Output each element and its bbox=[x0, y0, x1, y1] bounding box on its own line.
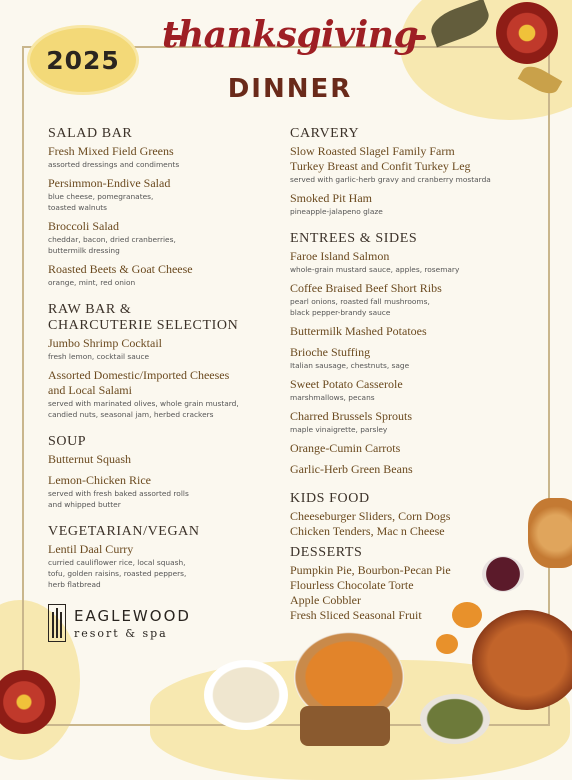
menu-item bbox=[48, 176, 278, 213]
menu-item bbox=[290, 409, 530, 435]
small-pumpkin-icon bbox=[452, 602, 482, 628]
item-description: cheddar, bacon, dried cranberries, buttermilk dressing bbox=[48, 235, 176, 255]
menu-item bbox=[48, 336, 278, 362]
item-name: Jumbo Shrimp Cocktail bbox=[48, 336, 162, 350]
roast-turkey-icon bbox=[472, 610, 572, 710]
small-pumpkin-icon bbox=[436, 634, 458, 654]
item-description: served with fresh baked assorted rolls and whipped butter bbox=[48, 489, 189, 509]
item-name: Butternut Squash bbox=[48, 452, 131, 466]
menu-item bbox=[290, 441, 530, 456]
eaglewood-logo-icon bbox=[48, 604, 66, 642]
item-name: Faroe Island Salmon bbox=[290, 249, 390, 263]
item-name: Sweet Potato Casserole bbox=[290, 377, 403, 391]
logo-tagline: resort & spa bbox=[74, 626, 168, 640]
year-badge bbox=[30, 28, 136, 92]
item-name: Smoked Pit Ham bbox=[290, 191, 373, 205]
menu-item bbox=[290, 345, 530, 371]
item-description: served with garlic-herb gravy and cranberry mostarda bbox=[290, 175, 491, 184]
item-name: Brioche Stuffing bbox=[290, 345, 371, 359]
item-name: Lemon-Chicken Rice bbox=[48, 473, 151, 487]
section-heading: ENTREES & SIDES bbox=[290, 231, 418, 246]
menu-item bbox=[290, 324, 530, 339]
item-name: Fresh Mixed Field Greens bbox=[48, 144, 174, 158]
item-name: Pumpkin Pie, Bourbon-Pecan Pie Flourless Chocolate Torte Apple Cobbler Fresh Sliced Seasonal Fruit bbox=[290, 563, 451, 622]
item-description: orange, mint, red onion bbox=[48, 278, 136, 287]
mashed-potatoes-bowl-icon bbox=[204, 660, 288, 730]
left-menu-column bbox=[48, 126, 278, 596]
title-dinner: DINNER bbox=[227, 74, 353, 104]
year-label: 2025 bbox=[46, 45, 120, 75]
menu-section bbox=[48, 524, 278, 590]
menu-item bbox=[290, 191, 530, 217]
item-name: Lentil Daal Curry bbox=[48, 542, 134, 556]
menu-section bbox=[290, 126, 530, 217]
item-description: pineapple-jalapeno glaze bbox=[290, 207, 383, 216]
menu-item bbox=[48, 473, 278, 510]
section-heading: SALAD BAR bbox=[48, 126, 133, 141]
menu-item bbox=[48, 219, 278, 256]
menu-item bbox=[290, 377, 530, 403]
item-description: assorted dressings and condiments bbox=[48, 160, 180, 169]
menu-item bbox=[290, 462, 530, 477]
item-description: whole-grain mustard sauce, apples, rosemary bbox=[290, 265, 460, 274]
title-script: thanksgiving bbox=[161, 14, 419, 56]
logo-name: EAGLEWOOD bbox=[74, 606, 191, 625]
menu-item bbox=[48, 262, 278, 288]
marigold-flower-icon bbox=[496, 2, 558, 64]
menu-section bbox=[290, 231, 530, 477]
section-heading: DESSERTS bbox=[290, 545, 363, 560]
item-description: marshmallows, pecans bbox=[290, 393, 375, 402]
item-name: Slow Roasted Slagel Family Farm Turkey Breast and Confit Turkey Leg bbox=[290, 144, 471, 173]
menu-item bbox=[290, 249, 530, 275]
item-description: curried cauliflower rice, local squash, tofu, golden raisins, roasted peppers, herb flatbread bbox=[48, 558, 187, 589]
cranberry-sauce-icon bbox=[482, 556, 524, 592]
green-beans-dish-icon bbox=[420, 694, 490, 744]
bread-rolls-icon bbox=[528, 498, 572, 568]
item-name: Broccoli Salad bbox=[48, 219, 119, 233]
item-name: Orange-Cumin Carrots bbox=[290, 441, 401, 455]
item-name: Charred Brussels Sprouts bbox=[290, 409, 412, 423]
menu-section bbox=[290, 491, 530, 539]
menu-item bbox=[48, 542, 278, 590]
menu-item bbox=[290, 144, 530, 185]
menu-item bbox=[48, 144, 278, 170]
eaglewood-logo bbox=[48, 604, 191, 642]
right-menu-column bbox=[290, 126, 530, 629]
item-name: Roasted Beets & Goat Cheese bbox=[48, 262, 193, 276]
item-name: Buttermilk Mashed Potatoes bbox=[290, 324, 427, 338]
menu-section bbox=[48, 434, 278, 510]
item-description: fresh lemon, cocktail sauce bbox=[48, 352, 150, 361]
menu-section bbox=[48, 126, 278, 288]
section-heading: CARVERY bbox=[290, 126, 360, 141]
item-name: Garlic-Herb Green Beans bbox=[290, 462, 413, 476]
section-heading: RAW BAR & CHARCUTERIE SELECTION bbox=[48, 302, 239, 333]
item-name: Coffee Braised Beef Short Ribs bbox=[290, 281, 442, 295]
item-description: pearl onions, roasted fall mushrooms, black pepper-brandy sauce bbox=[290, 297, 430, 317]
menu-item bbox=[290, 509, 530, 539]
casserole-dish-icon bbox=[300, 706, 390, 746]
menu-item bbox=[48, 368, 278, 420]
section-heading: SOUP bbox=[48, 434, 87, 449]
item-name: Cheeseburger Sliders, Corn Dogs Chicken Tenders, Mac n Cheese bbox=[290, 509, 451, 538]
item-description: served with marinated olives, whole grain mustard, candied nuts, seasonal jam, herbed crackers bbox=[48, 399, 239, 419]
item-description: blue cheese, pomegranates, toasted walnuts bbox=[48, 192, 154, 212]
item-name: Persimmon-Endive Salad bbox=[48, 176, 171, 190]
section-heading: VEGETARIAN/VEGAN bbox=[48, 524, 200, 539]
item-description: maple vinaigrette, parsley bbox=[290, 425, 388, 434]
item-description: Italian sausage, chestnuts, sage bbox=[290, 361, 410, 370]
menu-section bbox=[48, 302, 278, 420]
menu-item bbox=[290, 281, 530, 318]
section-heading: KIDS FOOD bbox=[290, 491, 370, 506]
menu-item bbox=[48, 452, 278, 467]
item-name: Assorted Domestic/Imported Cheeses and Local Salami bbox=[48, 368, 230, 397]
